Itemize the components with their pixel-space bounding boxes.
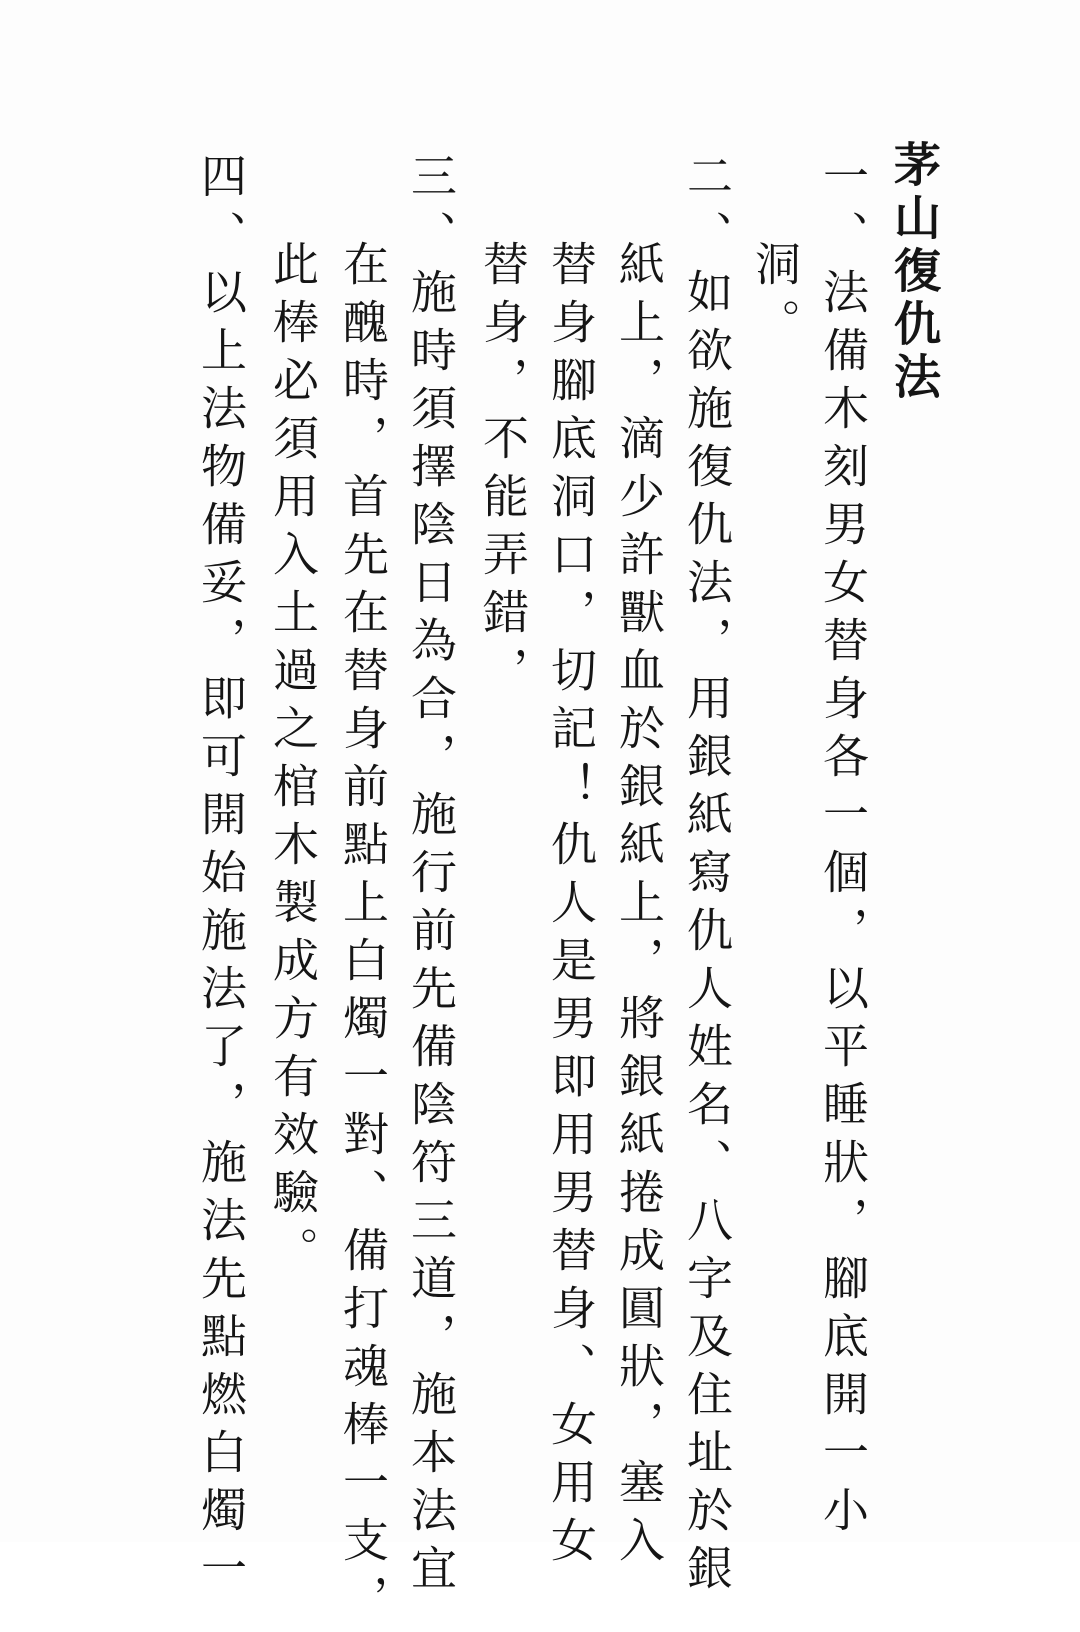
item-number-2: 二、 (680, 152, 734, 268)
item-1-line-1: 法備木刻男女替身各一個，以平睡狀，腳底開一小 (816, 268, 870, 1544)
item-4-line-1: 以上法物備妥，即可開始施法了，施法先點燃白燭一 (194, 268, 248, 1602)
item-number-3: 三、 (404, 152, 458, 268)
document-title: 茅山復仇法 (886, 140, 941, 405)
item-number-1: 一、 (816, 152, 870, 268)
item-2-line-4: 替身，不能弄錯， (476, 240, 530, 704)
item-2-line-1: 如欲施復仇法，用銀紙寫仇人姓名、八字及住址於銀 (680, 268, 734, 1602)
item-2-line-3: 替身腳底洞口，切記！仇人是男即用男替身、女用女 (544, 240, 598, 1574)
item-3-line-1: 施時須擇陰日為合，施行前先備陰符三道，施本法宜 (404, 268, 458, 1602)
item-number-4: 四、 (194, 152, 248, 268)
item-3-line-2: 在醜時，首先在替身前點上白燭一對、備打魂棒一支， (336, 240, 390, 1632)
item-1-line-2: 洞。 (748, 240, 802, 356)
item-3-line-3: 此棒必須用入土過之棺木製成方有效驗。 (266, 240, 320, 1284)
item-2-line-2: 紙上，滴少許獸血於銀紙上，將銀紙捲成圓狀，塞入 (612, 240, 666, 1574)
